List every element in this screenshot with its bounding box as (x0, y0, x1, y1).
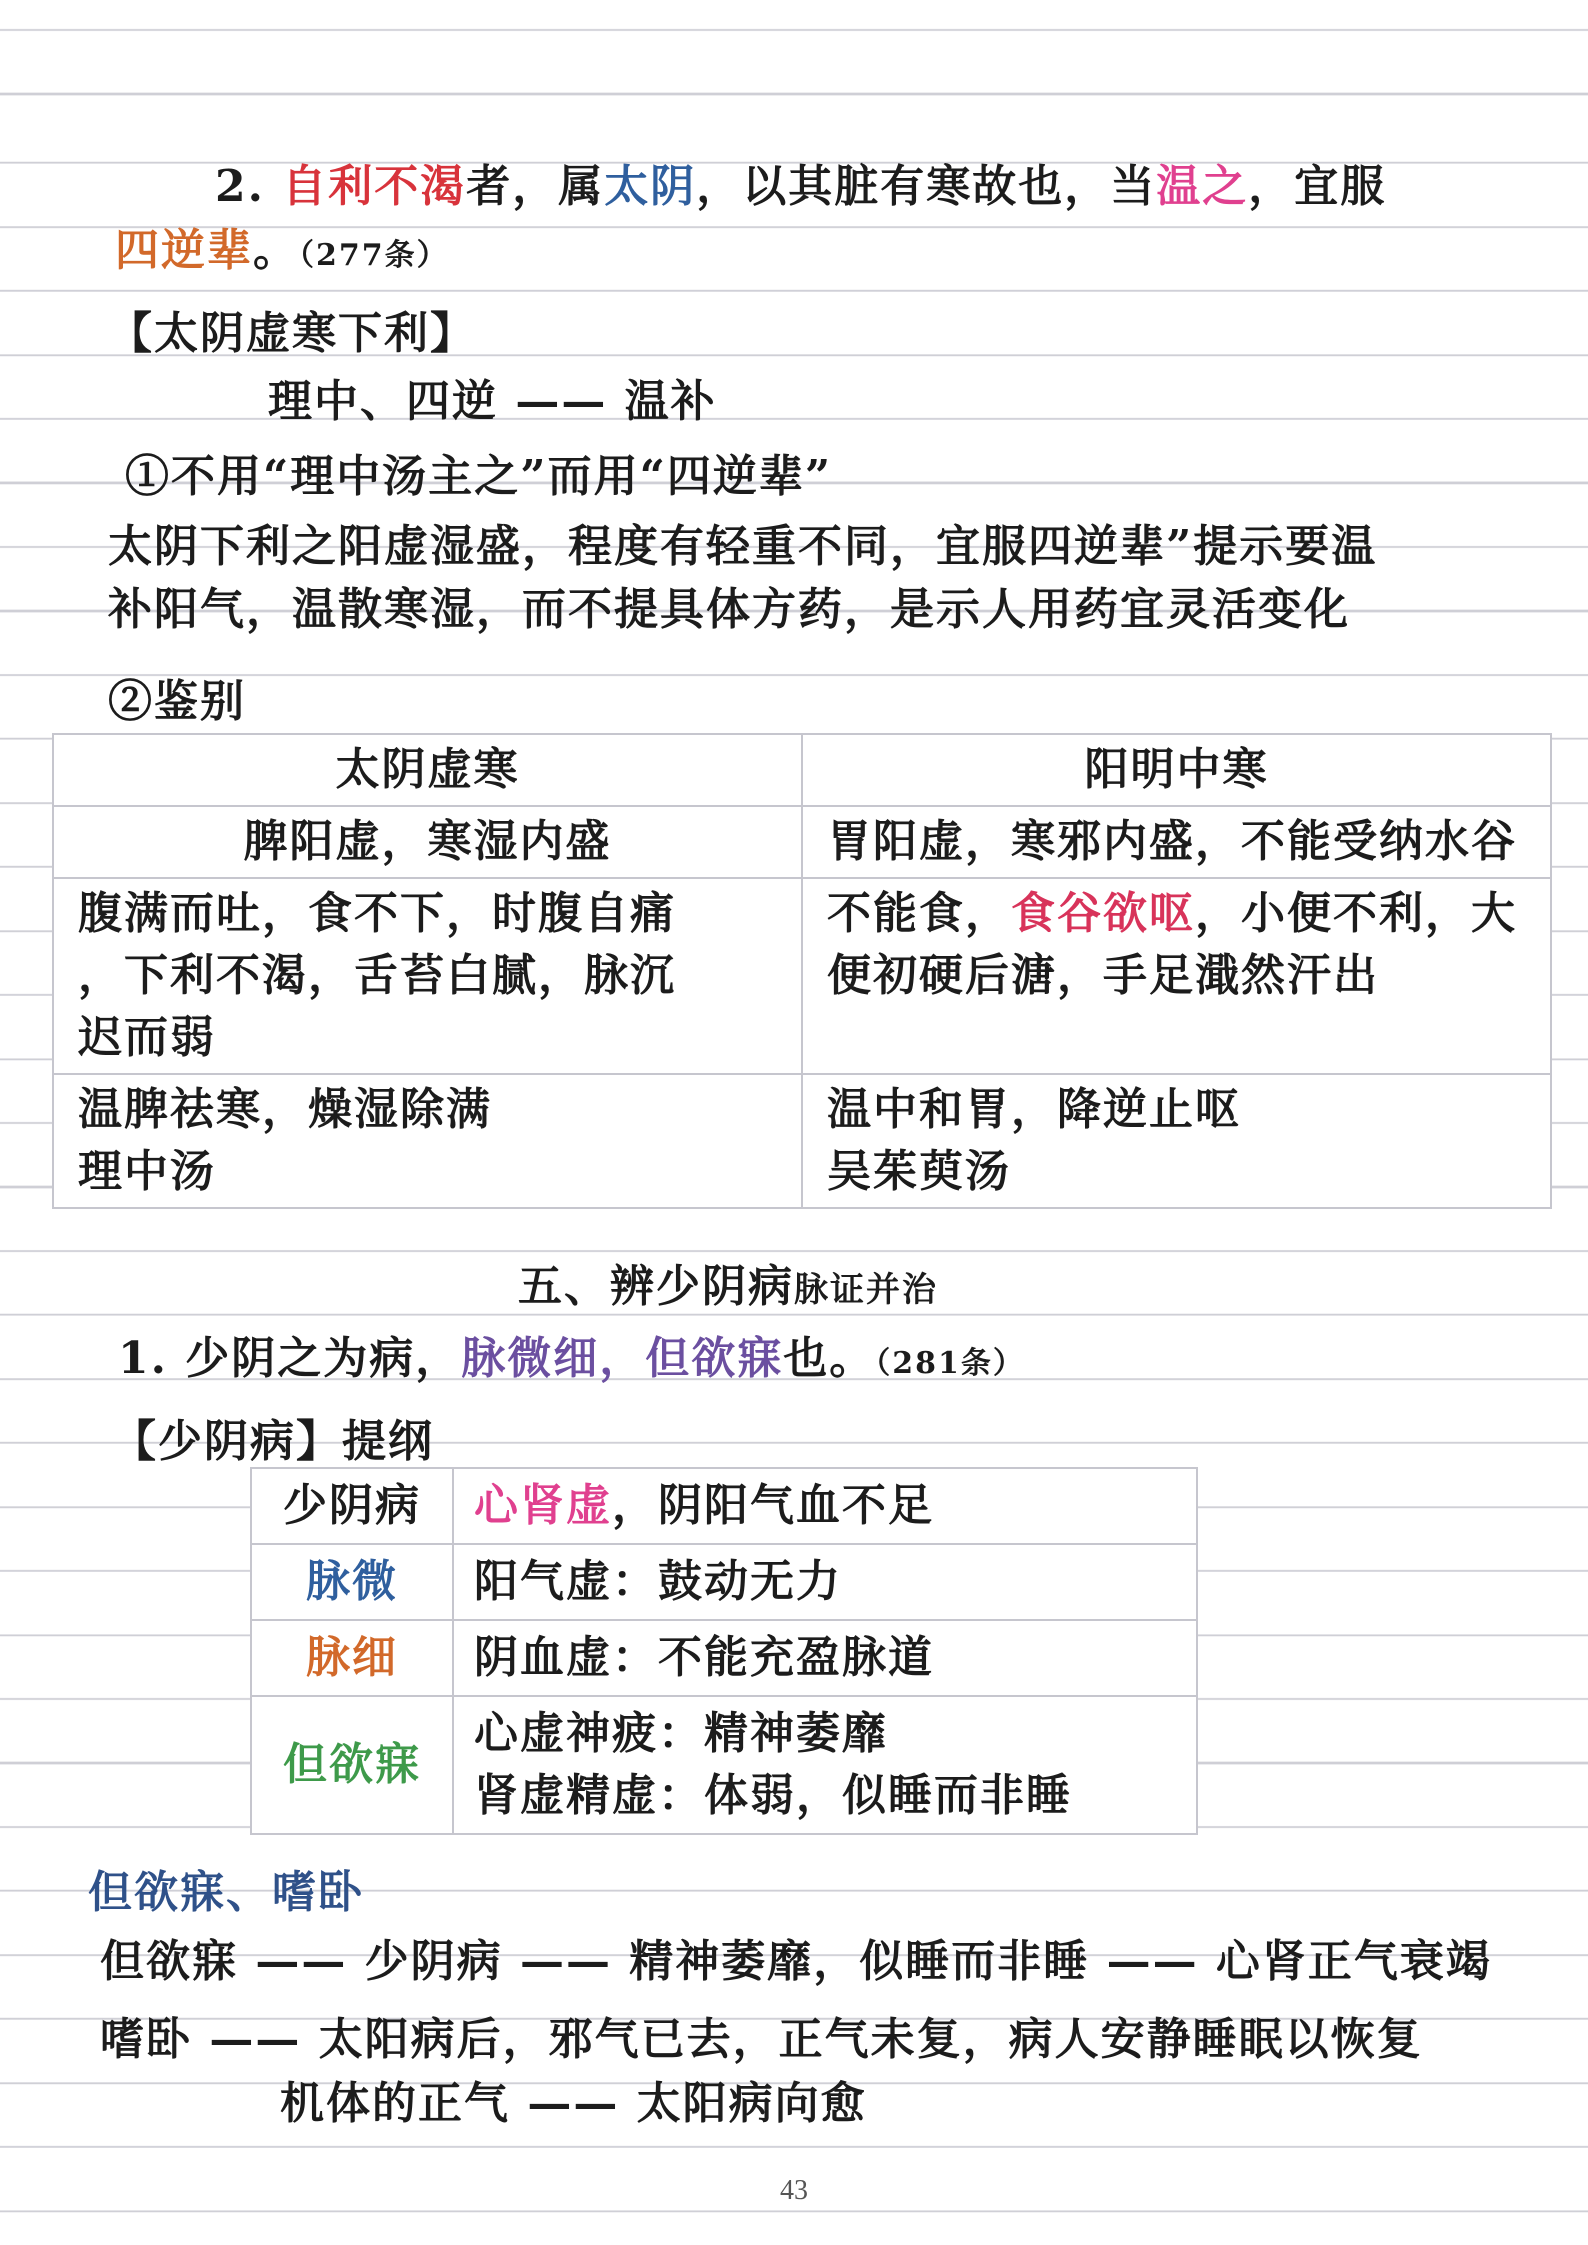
item-2-line2: 四逆辈。（277条） (115, 225, 449, 276)
table-row (53, 878, 1551, 1074)
highlight-taiyin: 太阴 (604, 161, 697, 212)
table-key-maixi: 脉细 (251, 1620, 453, 1696)
highlight-sini: 四逆辈 (115, 225, 253, 276)
table-row (251, 1696, 1197, 1834)
section-heading-taiyin: 【太阴虚寒下利】 (108, 308, 476, 359)
paragraph-1-line2: 补阳气，温散寒湿，而不提具体方药，是示人用药宜灵活变化 (108, 584, 1350, 635)
table-row (53, 1074, 1551, 1208)
table-key-danyumei: 但欲寐 (251, 1696, 453, 1834)
subheading-danyumei-shiwo: 但欲寐、嗜卧 (88, 1867, 364, 1918)
section-heading-shaoyin: 五、辨少阴病脉证并治 (518, 1261, 938, 1312)
highlight-wenzhi: 温之 (1156, 161, 1249, 212)
table-cell: 脾阳虚，寒湿内盛 (53, 806, 802, 878)
paragraph-1-line1: 太阴下利之阳虚湿盛，程度有轻重不同，宜服四逆辈”提示要温 (108, 521, 1378, 572)
table-cell: 温中和胃，降逆止呕 吴茱萸汤 (802, 1074, 1551, 1208)
table-header-taiyin: 太阴虚寒 (53, 734, 802, 806)
point-1: ①不用“理中汤主之”而用“四逆辈” (125, 451, 833, 502)
table-cell: 胃阳虚，寒邪内盛，不能受纳水谷 (802, 806, 1551, 878)
point-2: ②鉴别 (108, 676, 246, 727)
outline-table (250, 1467, 1198, 1835)
highlight-shiguyuou: 食谷欲呕 (1011, 888, 1195, 939)
table-row (251, 1620, 1197, 1696)
table-cell: 腹满而吐，食不下，时腹自痛 ，下利不渴，舌苔白腻，脉沉 迟而弱 (53, 878, 802, 1074)
table-cell: 不能食，食谷欲呕，小便不利，大 便初硬后溏，手足濈然汗出 (802, 878, 1551, 1074)
item-2-line1: 2. 自利不渴者，属太阴，以其脏有寒故也，当温之，宜服 (215, 161, 1387, 212)
section-heading-tigang: 【少阴病】提纲 (112, 1416, 434, 1467)
highlight-xinshenxu: 心肾虚 (474, 1480, 612, 1531)
table-header-yangming: 阳明中寒 (802, 734, 1551, 806)
line-shiwo-1: 嗜卧 —— 太阳病后，邪气已去，正气未复，病人安静睡眠以恢复 (100, 2014, 1423, 2065)
table-key-maiwei: 脉微 (251, 1544, 453, 1620)
table-cell: 阴血虚：不能充盈脉道 (453, 1620, 1197, 1696)
page-number: 43 (780, 2175, 808, 2206)
comparison-table (52, 733, 1552, 1209)
line-lizhong-sini: 理中、四逆 —— 温补 (268, 376, 717, 427)
highlight-zili: 自利不渴 (282, 161, 467, 212)
table-cell: 心虚神疲：精神萎靡 肾虚精虚：体弱，似睡而非睡 (453, 1696, 1197, 1834)
table-row (251, 1544, 1197, 1620)
line-shiwo-2: 机体的正气 —— 太阳病向愈 (280, 2078, 867, 2129)
article-ref-277: （277条） (299, 238, 449, 273)
table-row (53, 806, 1551, 878)
table-cell: 心肾虚，阴阳气血不足 (453, 1468, 1197, 1544)
table-key-shaoyinbing: 少阴病 (251, 1468, 453, 1544)
table-row (251, 1468, 1197, 1544)
article-ref-281: （281条） (875, 1346, 1025, 1381)
line-danyumei: 但欲寐 —— 少阴病 —— 精神萎靡，似睡而非睡 —— 心肾正气衰竭 (100, 1936, 1492, 1987)
table-cell: 温脾祛寒，燥湿除满 理中汤 (53, 1074, 802, 1208)
table-row (53, 734, 1551, 806)
item-1-line: 1. 少阴之为病，脉微细，但欲寐也。（281条） (118, 1333, 1025, 1384)
table-cell: 阳气虚：鼓动无力 (453, 1544, 1197, 1620)
highlight-maiweixi: 脉微细，但欲寐 (461, 1333, 784, 1384)
